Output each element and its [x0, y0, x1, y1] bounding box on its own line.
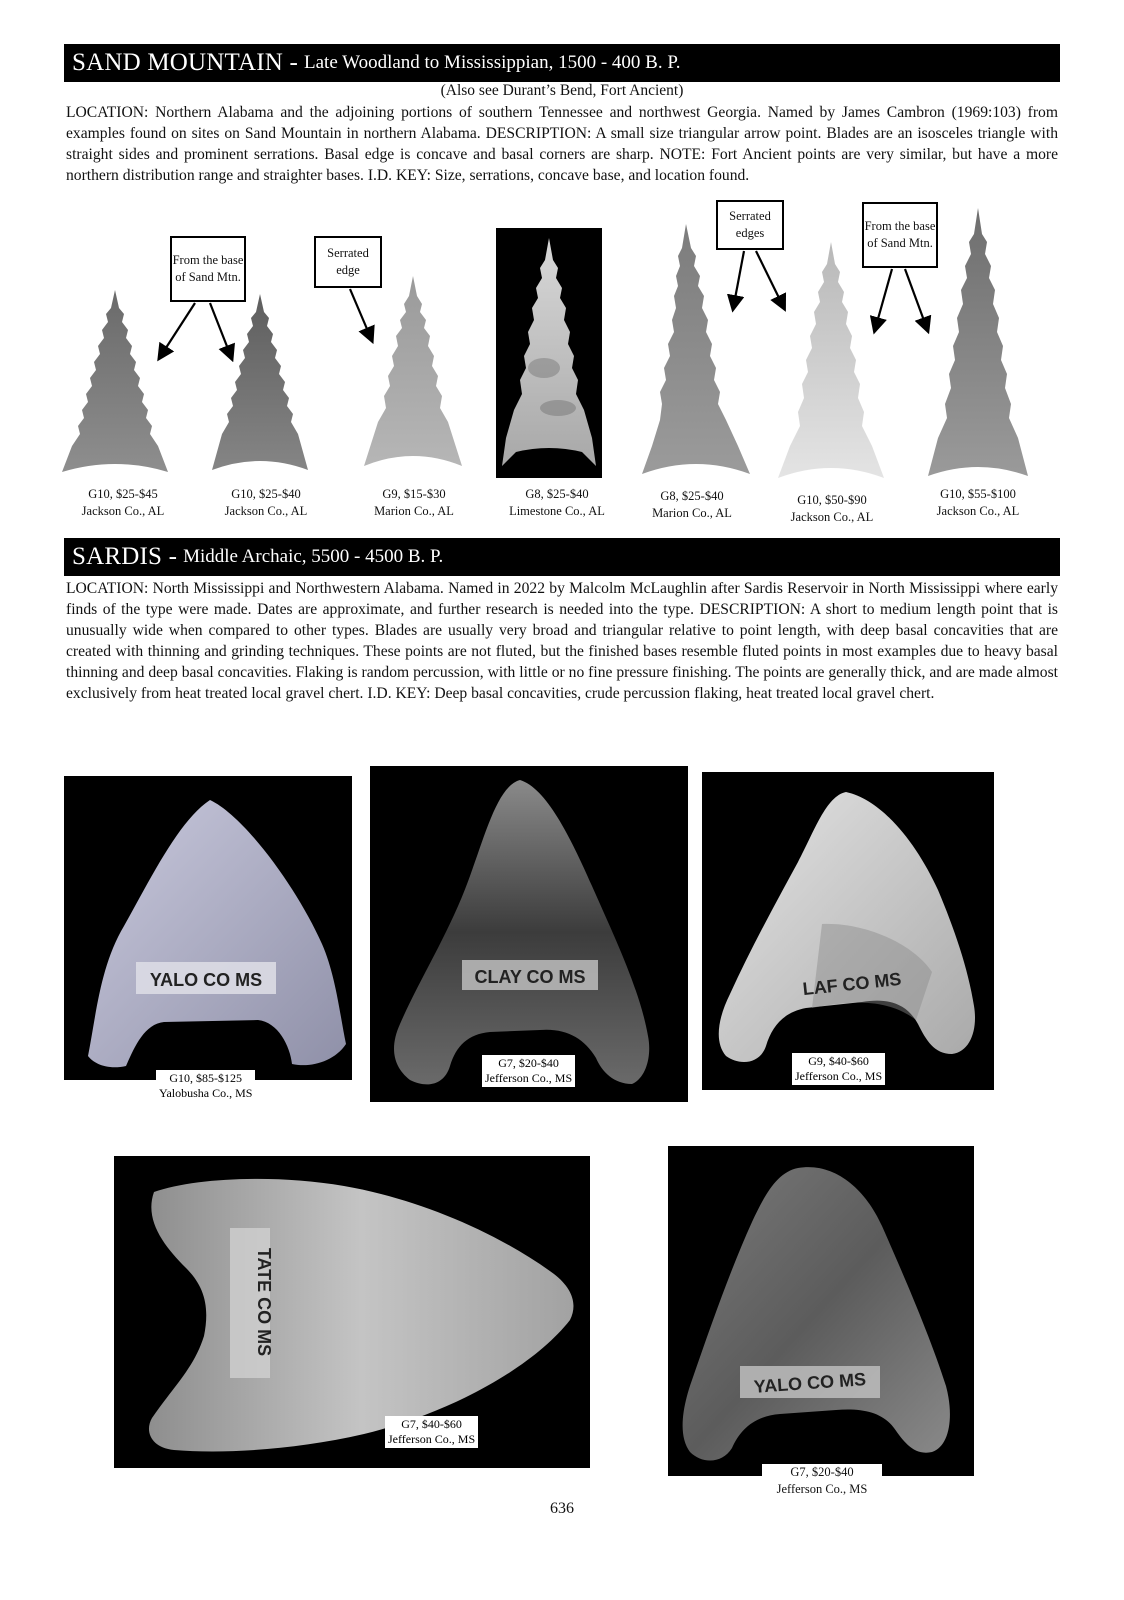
sand-mountain-caption-6 [774, 492, 890, 526]
sand-mountain-description: LOCATION: Northern Alabama and the adjoining portions of southern Tennessee and northwest Georgia. Named by James Cambron (1969:103) from examples found on sites on Sand Mountain in northern Alabama. DESCRIPTION: A small size triangular arrow point. Blades are an isosceles triangle with straight sides and prominent serrations. Basal edge is concave and basal corners are sharp. NOTE: Fort Ancient points are very similar, but have a more northern distribution range and straighter bases. I.D. KEY: Size, serrations, concave base, and location found. [66, 104, 1058, 184]
sardis-caption-1 [156, 1070, 255, 1102]
sardis-title: SARDIS - [72, 543, 178, 570]
sand-mountain-point-7 [928, 208, 1028, 476]
caption-grade: G7, $40-$60 [401, 1417, 462, 1431]
caption-location: Jefferson Co., MS [795, 1069, 883, 1083]
caption-location: Limestone Co., AL [509, 504, 605, 518]
caption-location: Marion Co., AL [652, 506, 732, 520]
sardis-description: LOCATION: North Mississippi and Northwestern Alabama. Named in 2022 by Malcolm McLaughlin after Sardis Reservoir in North Mississippi where early finds of the type were made. Dates are approximate, and further research is needed into the type. DESCRIPTION: A short to medium length point that is unusually wide when compared to other types. Blades are usually very broad and triangular relative to point length, with deep basal concavities that are created with thinning and grinding techniques. These points are not fluted, but the finished bases resemble fluted points in most examples due to heavy basal thinning and deep basal concavities. Flaking is random percussion, with little or no fine pressure finishing. The points are generally thick, and are made almost exclusively from heat treated local gravel chert. I.D. KEY: Deep basal concavities, crude percussion flaking, heat treated local gravel chert. [66, 580, 1058, 702]
caption-grade: G7, $20-$40 [498, 1056, 559, 1070]
caption-grade: G10, $50-$90 [797, 493, 867, 507]
sardis-caption-3 [792, 1053, 885, 1085]
sand-mountain-subtitle: Late Woodland to Mississippian, 1500 - 400 B. P. [304, 52, 681, 73]
sardis-point-4 [114, 1156, 590, 1468]
sand-mountain-point-2 [212, 294, 308, 470]
sardis-point-3-label: LAF CO MS [801, 968, 903, 1000]
sand-mountain-caption-1 [68, 486, 178, 520]
sand-mountain-point-6 [778, 242, 884, 478]
sand-mountain-caption-5 [634, 488, 750, 522]
caption-location: Jackson Co., AL [224, 504, 308, 518]
caption-location: Jackson Co., AL [81, 504, 165, 518]
caption-location: Marion Co., AL [374, 504, 454, 518]
sand-mountain-caption-7 [920, 486, 1036, 520]
caption-location: Jefferson Co., MS [776, 1482, 868, 1496]
caption-grade: G9, $15-$30 [382, 487, 446, 501]
sand-mountain-caption-4 [492, 486, 622, 520]
caption-grade: G7, $20-$40 [762, 1464, 882, 1481]
callout-base-of-sand-mtn-2: From the base of Sand Mtn. [862, 202, 938, 268]
sardis-point-4-label: TATE CO MS [254, 1247, 274, 1357]
caption-grade: G10, $55-$100 [940, 487, 1016, 501]
caption-grade: G10, $25-$40 [231, 487, 301, 501]
sardis-caption-4 [385, 1416, 478, 1448]
sardis-point-5-label: YALO CO MS [753, 1369, 867, 1397]
sardis-point-3 [702, 772, 994, 1090]
sardis-caption-5 [762, 1464, 882, 1498]
callout-serrated-edges: Serrated edges [716, 200, 784, 250]
sardis-point-1-label: YALO CO MS [149, 970, 263, 990]
sand-mountain-point-3 [364, 276, 462, 466]
sardis-subtitle: Middle Archaic, 5500 - 4500 B. P. [183, 546, 444, 567]
callout-base-of-sand-mtn-1: From the base of Sand Mtn. [170, 236, 246, 302]
caption-grade: G10, $25-$45 [88, 487, 158, 501]
caption-location: Yalobusha Co., MS [159, 1086, 253, 1100]
callout-serrated-edge: Serrated edge [314, 236, 382, 288]
sand-mountain-point-4-photo [496, 228, 602, 478]
sardis-point-1 [64, 776, 352, 1080]
sardis-header [64, 538, 1060, 576]
page-number: 636 [550, 1500, 574, 1517]
caption-location: Jefferson Co., MS [485, 1071, 573, 1085]
sardis-photo-5 [668, 1146, 974, 1476]
sand-mountain-caption-2 [208, 486, 324, 520]
sand-mountain-point-4 [502, 238, 596, 466]
sand-mountain-point-5 [642, 224, 750, 474]
caption-grade: G8, $25-$40 [525, 487, 589, 501]
caption-grade: G10, $85-$125 [169, 1071, 243, 1085]
sardis-point-5 [668, 1146, 974, 1476]
caption-location: Jackson Co., AL [936, 504, 1020, 518]
caption-location: Jefferson Co., MS [388, 1432, 476, 1446]
caption-grade: G9, $40-$60 [808, 1054, 869, 1068]
sand-mountain-title: SAND MOUNTAIN - [72, 49, 298, 76]
sardis-photo-1 [64, 776, 352, 1080]
sardis-point-2 [370, 766, 688, 1102]
sand-mountain-caption-3 [356, 486, 472, 520]
caption-location: Jackson Co., AL [790, 510, 874, 524]
sand-mountain-point-1 [62, 290, 168, 472]
sardis-photo-3 [702, 772, 994, 1090]
caption-grade: G8, $25-$40 [660, 489, 724, 503]
sardis-caption-2 [482, 1055, 575, 1087]
sardis-photo-2 [370, 766, 688, 1102]
sardis-photo-4 [114, 1156, 590, 1468]
sardis-point-2-label: CLAY CO MS [474, 967, 586, 987]
sand-mountain-see-also: (Also see Durant’s Bend, Fort Ancient) [440, 82, 684, 99]
